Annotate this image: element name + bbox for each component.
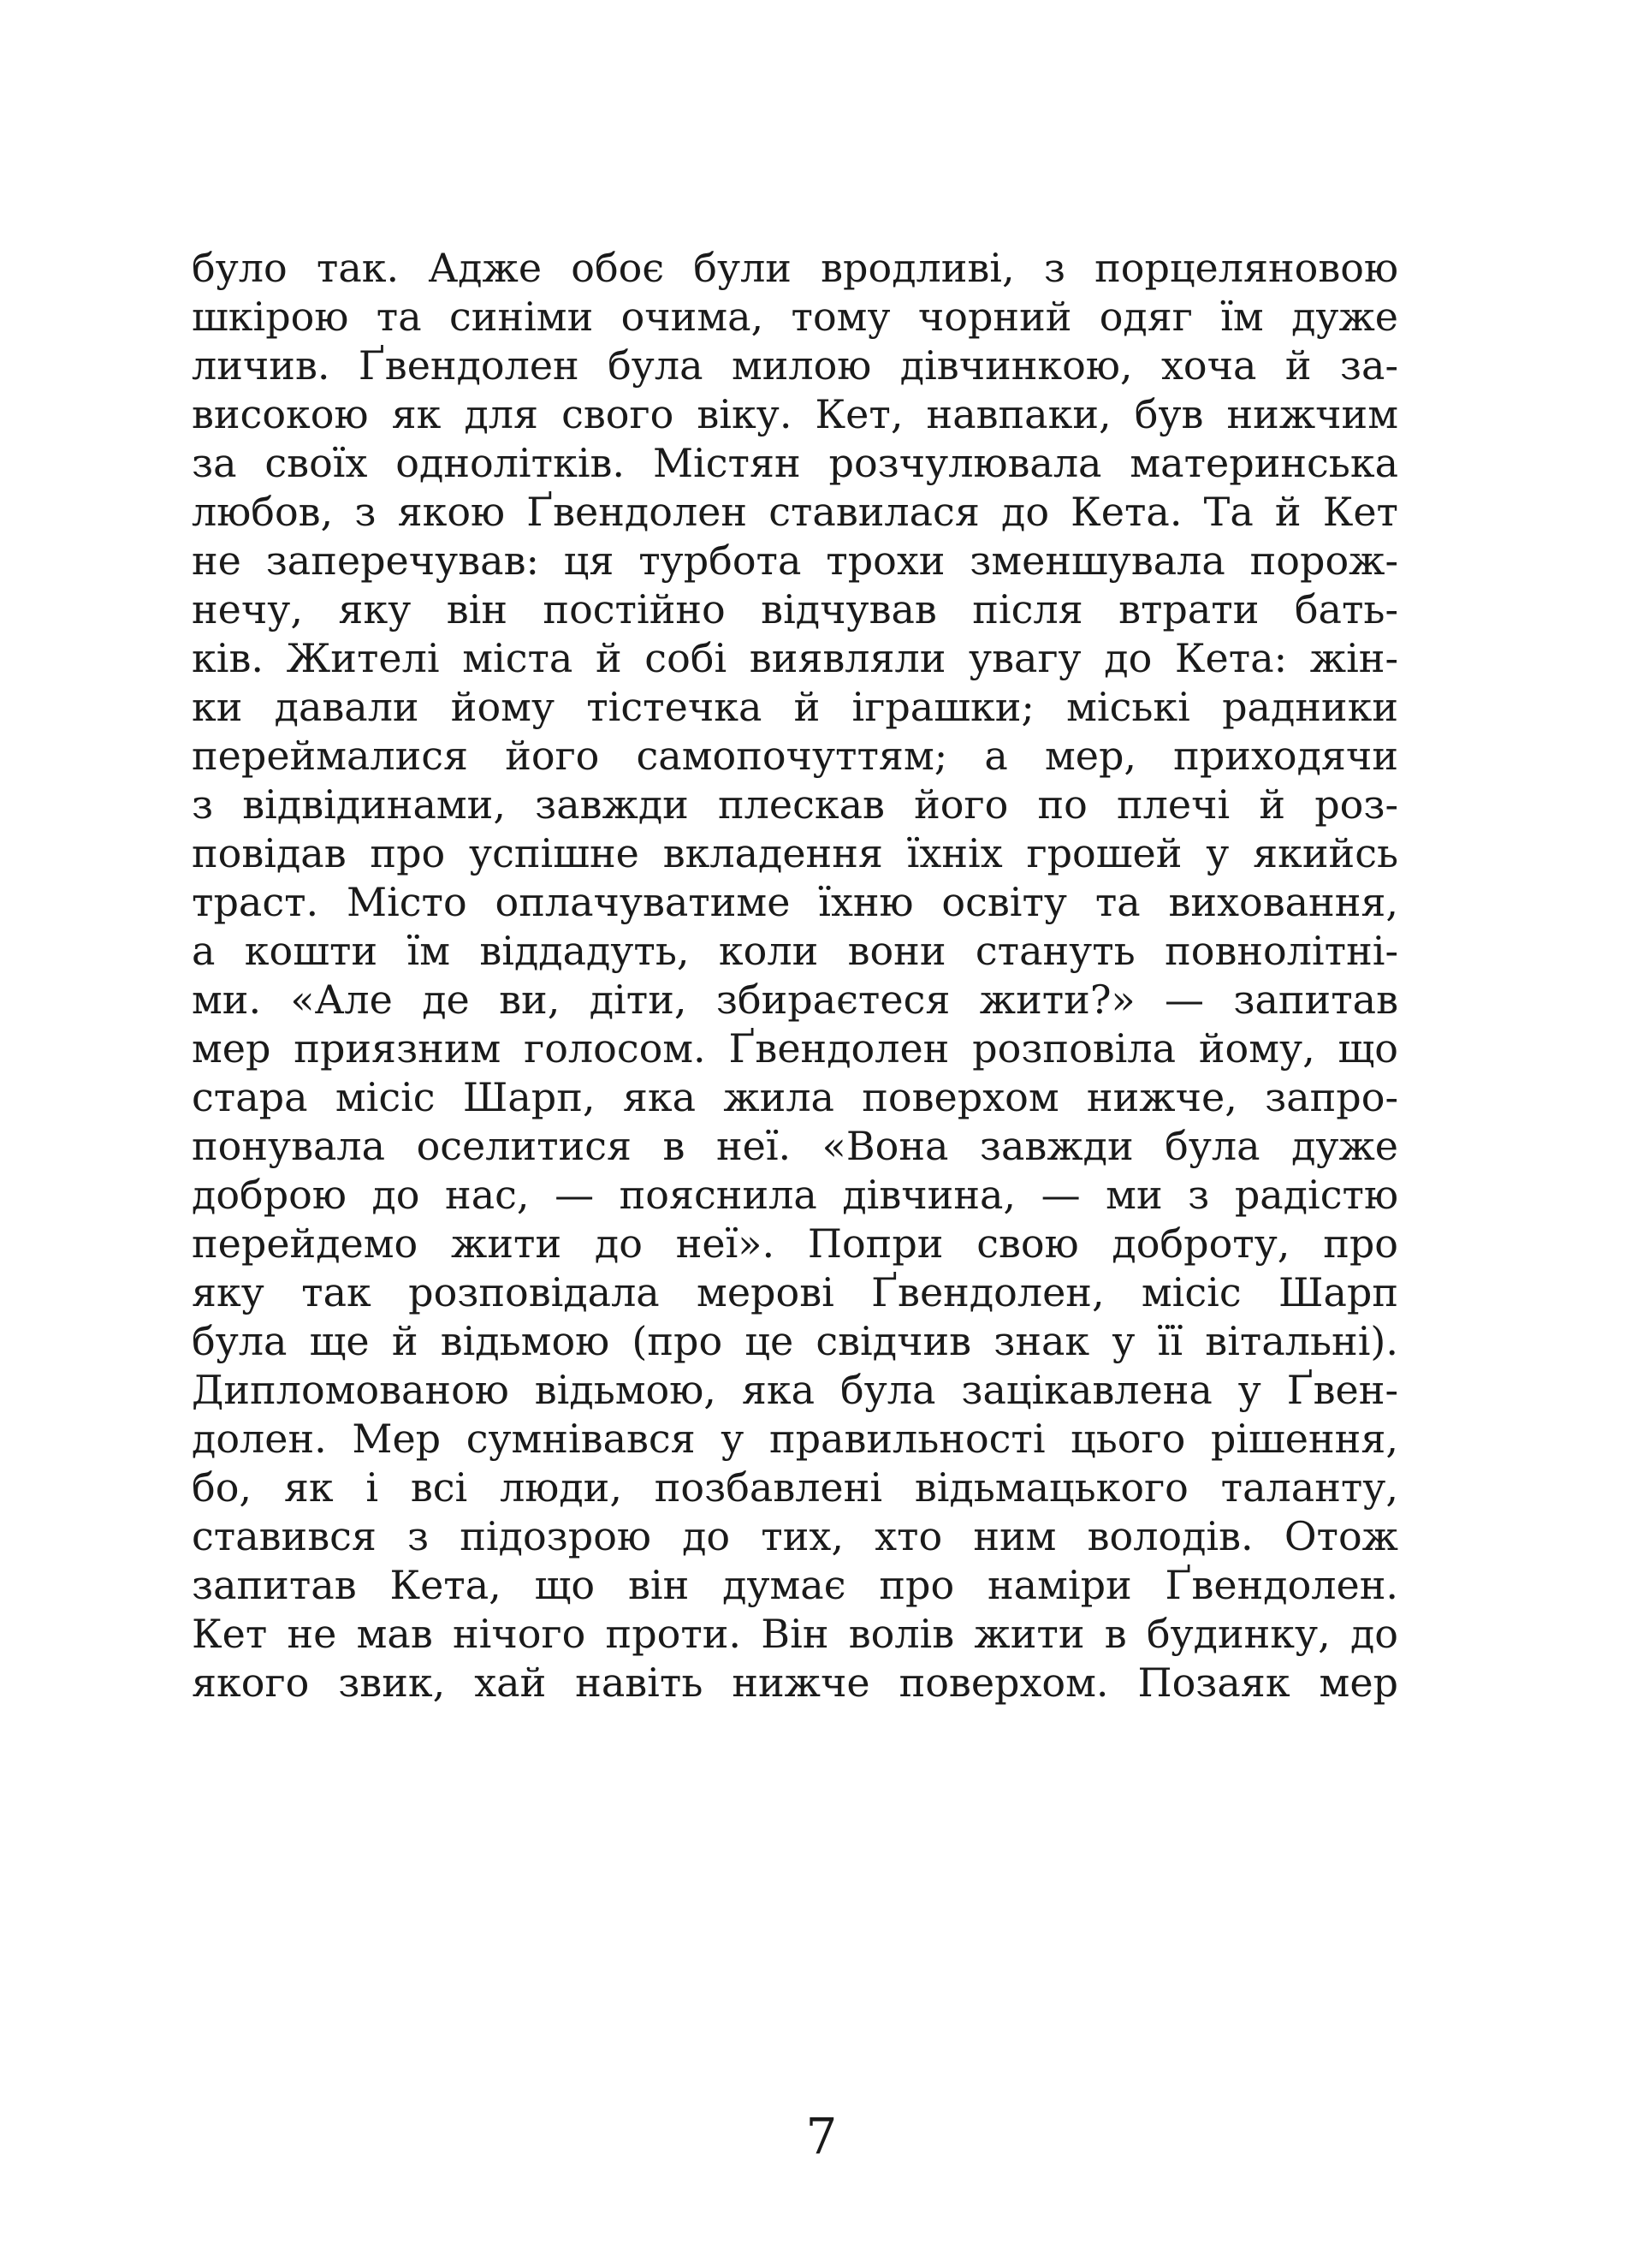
text-line: яку так розповідала мерові Ґвендолен, місіс Шарп	[192, 1269, 1398, 1315]
text-line: бо, як і всі люди, позбавлені відьмацького таланту,	[192, 1464, 1398, 1511]
text-line: понувала оселитися в неї. «Вона завжди була дуже	[192, 1123, 1398, 1169]
text-line: за своїх однолітків. Містян розчулювала материнська	[192, 440, 1398, 486]
text-line: траст. Місто оплачуватиме їхню освіту та виховання,	[192, 879, 1398, 925]
text-line: не заперечував: ця турбота трохи зменшувала порож-	[192, 537, 1398, 584]
text-line: Кет не мав нічого проти. Він волів жити в будинку, до	[192, 1611, 1398, 1657]
text-line: любов, з якою Ґвендолен ставилася до Кета. Та й Кет	[192, 489, 1398, 535]
text-line: ставився з підозрою до тих, хто ним володів. Отож	[192, 1513, 1398, 1559]
text-line: мер приязним голосом. Ґвендолен розповіла йому, що	[192, 1025, 1398, 1072]
text-line: переймалися його самопочуттям; а мер, приходячи	[192, 733, 1398, 779]
text-line: була ще й відьмою (про це свідчив знак у її вітальні).	[192, 1318, 1398, 1364]
text-line: було так. Адже обоє були вродливі, з порцеляновою	[192, 245, 1398, 291]
text-line: доброю до нас, — пояснила дівчина, — ми з радістю	[192, 1172, 1398, 1218]
text-line: запитав Кета, що він думає про наміри Ґвендолен.	[192, 1562, 1398, 1608]
text-line: личив. Ґвендолен була милою дівчинкою, хоча й за-	[192, 342, 1398, 389]
body-text	[192, 244, 1398, 1707]
text-line: ки давали йому тістечка й іграшки; міські радники	[192, 684, 1398, 730]
text-line: якого звик, хай навіть нижче поверхом. Позаяк мер	[192, 1659, 1398, 1706]
text-line: перейдемо жити до неї». Попри свою доброту, про	[192, 1220, 1398, 1267]
text-line: а кошти їм віддадуть, коли вони стануть повнолітні-	[192, 928, 1398, 974]
text-line: долен. Мер сумнівався у правильності цього рішення,	[192, 1416, 1398, 1462]
text-line: шкірою та синіми очима, тому чорний одяг їм дуже	[192, 294, 1398, 340]
text-line: стара місіс Шарп, яка жила поверхом нижче, запро-	[192, 1074, 1398, 1120]
text-line: нечу, яку він постійно відчував після втрати бать-	[192, 586, 1398, 632]
text-line: з відвідинами, завжди плескав його по плечі й роз-	[192, 781, 1398, 828]
text-line: повідав про успішне вкладення їхніх грошей у якийсь	[192, 830, 1398, 876]
page-number: 7	[805, 2107, 838, 2165]
text-line: високою як для свого віку. Кет, навпаки, був нижчим	[192, 391, 1398, 437]
text-line: ми. «Але де ви, діти, збираєтеся жити?» — запитав	[192, 977, 1398, 1023]
text-line: Дипломованою відьмою, яка була зацікавлена у Ґвен-	[192, 1367, 1398, 1413]
text-line: ків. Жителі міста й собі виявляли увагу до Кета: жін-	[192, 635, 1398, 681]
